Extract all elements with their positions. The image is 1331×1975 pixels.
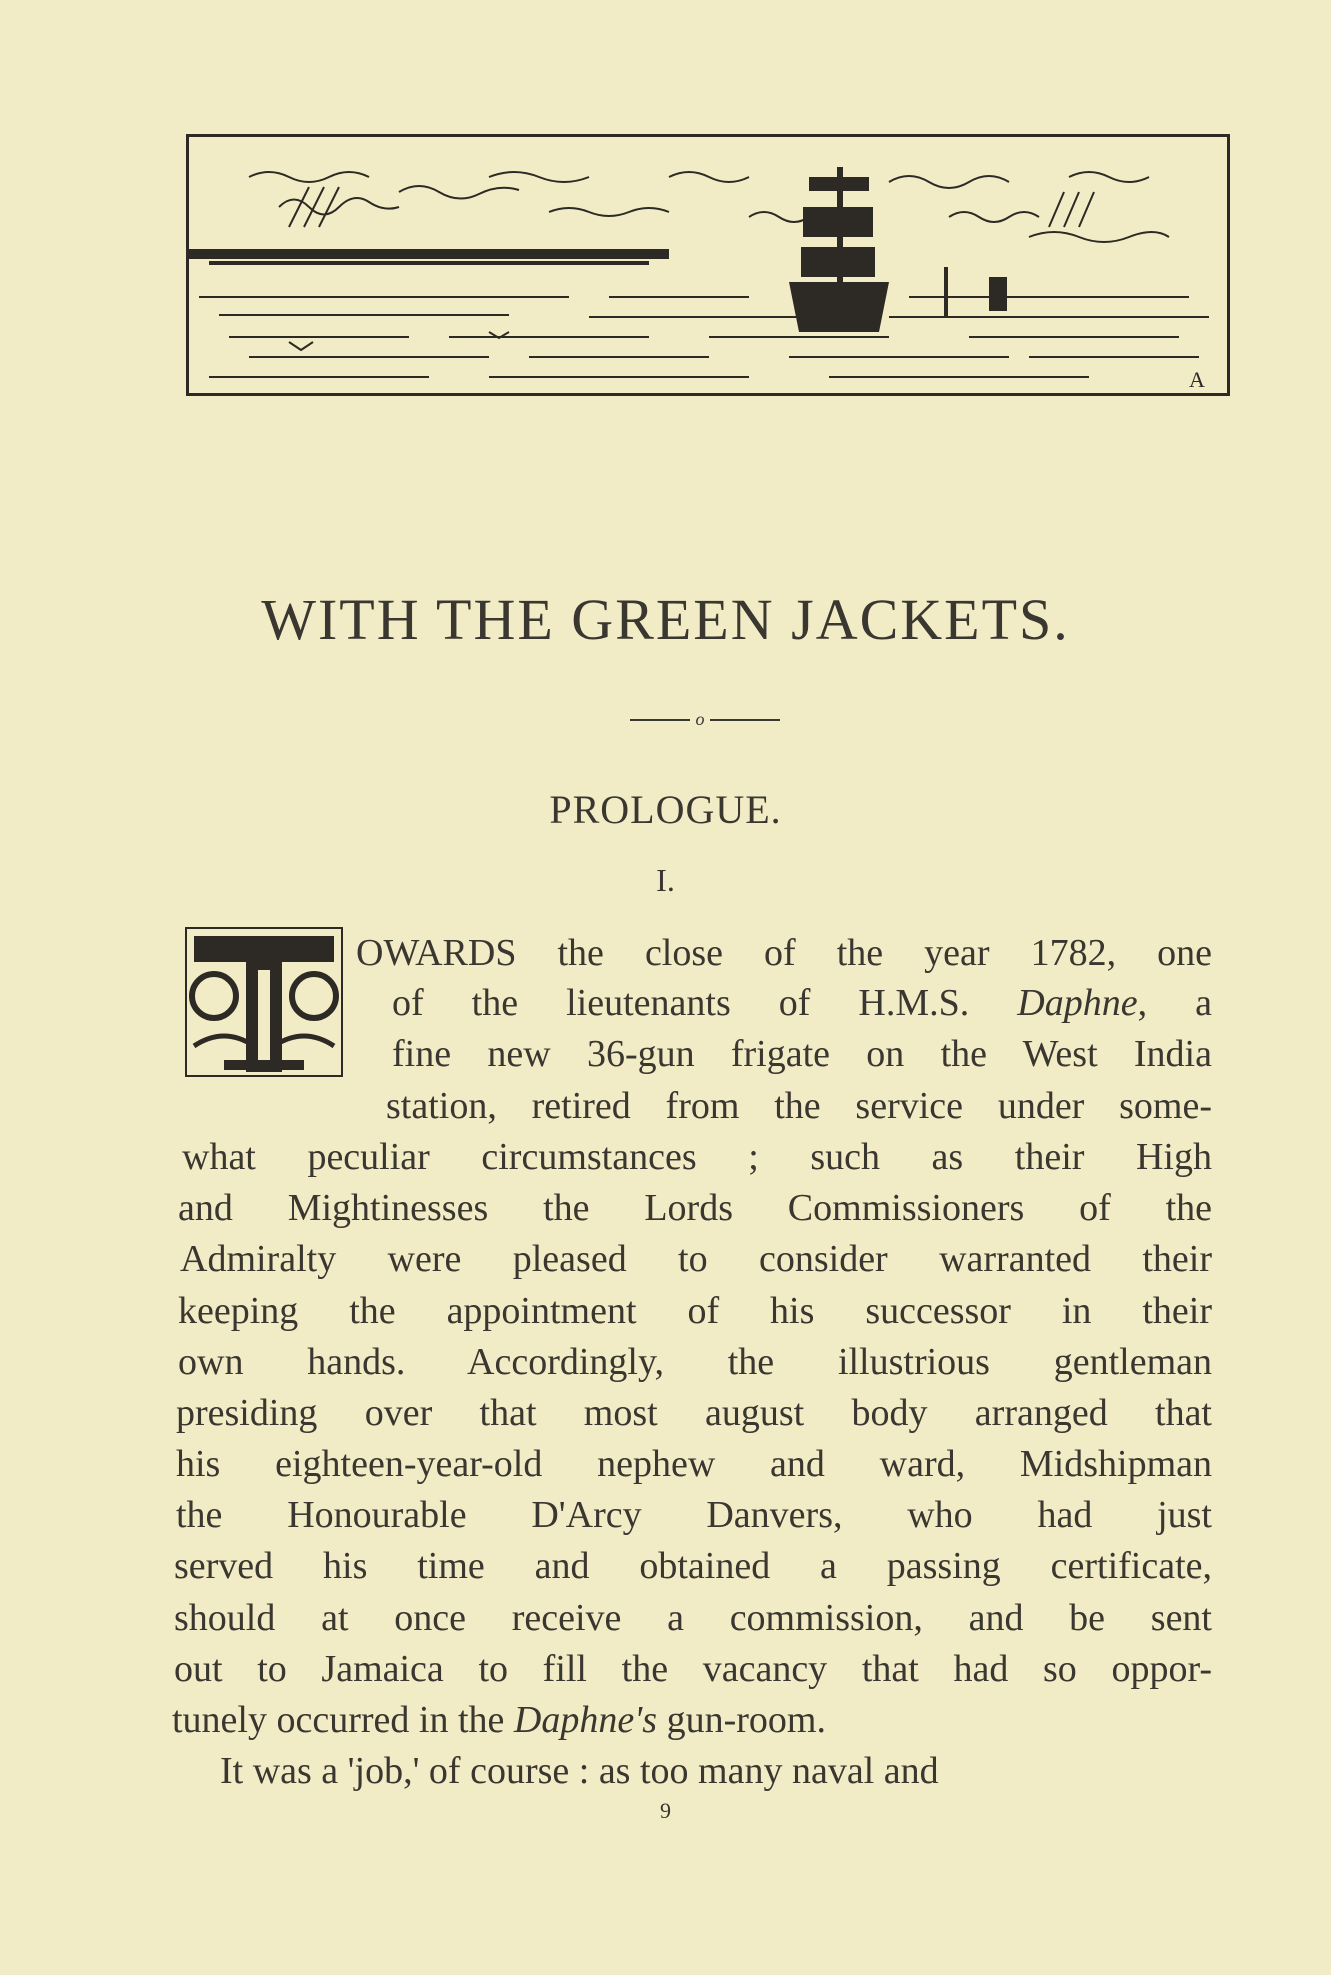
section-heading: PROLOGUE. [549, 787, 782, 832]
body-line-15: out to Jamaica to fill the vacancy that had so oppor- [174, 1648, 1212, 1690]
chapter-title: WITH THE GREEN JACKETS. [261, 587, 1070, 652]
body-line-16 [172, 1697, 826, 1743]
body-line-14: should at once receive a commission, and be sent [174, 1597, 1212, 1639]
body-line-2-pre: of the lieutenants of H.M.S. [392, 982, 1018, 1024]
body-line-4: station, retired from the service under some- [386, 1085, 1212, 1127]
ornate-initial-t [184, 926, 344, 1078]
body-line-9: own hands. Accordingly, the illustrious gentleman [178, 1341, 1212, 1383]
body-line-6: and Mightinesses the Lords Commissioners of the [178, 1187, 1212, 1229]
body-line-3: fine new 36-gun frigate on the West India [392, 1033, 1212, 1075]
ship-name-possessive: Daphne's [513, 1699, 658, 1741]
page-number: 9 [660, 1798, 671, 1823]
body-line-16-pre: tunely occurred in the [172, 1699, 514, 1741]
title-rule-ornament [630, 708, 780, 732]
body-line-11: his eighteen-year-old nephew and ward, Midshipman [176, 1443, 1212, 1485]
body-line-10: presiding over that most august body arranged that [176, 1392, 1212, 1434]
body-line-8: keeping the appointment of his successor in their [178, 1290, 1212, 1332]
body-line-16-post: gun-room. [657, 1699, 826, 1741]
rule-ornament-glyph: o [695, 709, 705, 729]
body-line-13: served his time and obtained a passing certificate, [174, 1545, 1212, 1587]
headpiece-illustration [186, 134, 1230, 396]
body-line-5: what peculiar circumstances ; such as their High [182, 1136, 1212, 1178]
body-line-17: It was a 'job,' of course : as too many naval and [220, 1750, 939, 1792]
ship-name: Daphne [1017, 982, 1138, 1024]
svg-text:A: A [1189, 367, 1205, 392]
body-line-2 [392, 980, 1212, 1026]
section-number: I. [656, 862, 675, 898]
body-line-12: the Honourable D'Arcy Danvers, who had just [176, 1494, 1212, 1536]
body-line-2-post: , a [1137, 982, 1212, 1024]
body-line-7: Admiralty were pleased to consider warranted their [180, 1238, 1212, 1280]
body-line-1: OWARDS the close of the year 1782, one [356, 932, 1212, 974]
ship-seascape-engraving [189, 137, 1227, 393]
